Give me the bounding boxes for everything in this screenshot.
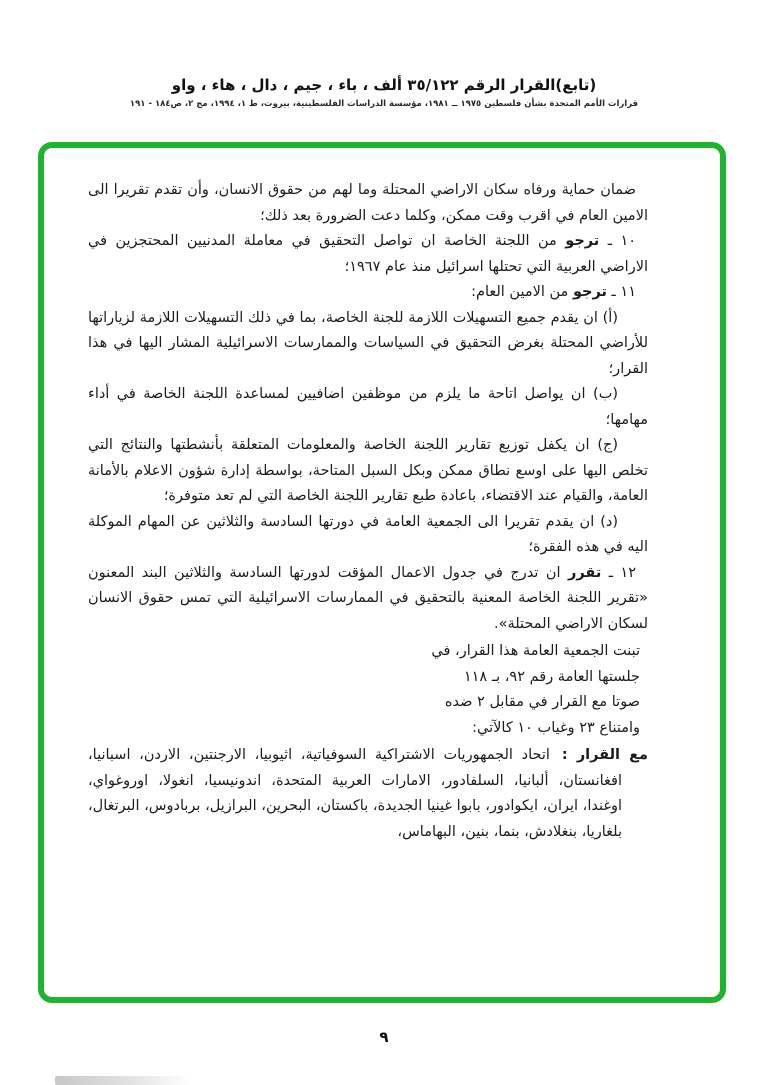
vote-note: [88, 639, 648, 741]
paragraph-text: (ج) ان يكفل توزيع تقارير اللجنة الخاصة والمعلومات المتعلقة بأنشطتها والنتائج التي تخلص اليها على اوسع نطاق ممكن وبكل السبل المتاحة، بواسطة إدارة شؤون الاعلام بالأمانة العامة، والقيام عند الاقتضاء، باعادة طبع تقارير اللجنة الخاصة التي لم تعد متوفرة؛: [88, 437, 648, 504]
vote-note-line: وامتناع ٢٣ وغياب ١٠ كالآتي:: [472, 719, 640, 736]
item-number: ١٠ ـ: [599, 233, 637, 249]
paragraph-item-11: [88, 280, 648, 306]
item-verb: ترجو: [572, 284, 607, 300]
paragraph-text: (د) ان يقدم تقريرا الى الجمعية العامة في دورتها السادسة والثلاثين عن المهام الموكلة اليه في هذه الفقرة؛: [88, 513, 648, 555]
source-citation: قرارات الأمم المتحدة بشأن فلسطين ١٩٧٥ ــ ١٩٨١، مؤسسة الدراسات الفلسطينية، بيروت، ط ١، ١٩٩٤، مج ٢، ص١٨٤ - ١٩١: [129, 99, 639, 109]
item-number: ١١ ـ: [606, 284, 636, 300]
paragraph-item-10: [88, 229, 648, 280]
paragraph-text: (ب) ان يواصل اتاحة ما يلزم من موظفين اضافيين لمساعدة اللجنة الخاصة في أداء مهامها؛: [88, 386, 648, 428]
document-body: [44, 148, 720, 997]
vote-note-line: صوتا مع القرار في مقابل ٢ ضده: [444, 694, 640, 710]
vote-with-label: مع القرار :: [561, 747, 649, 763]
paragraph-text: ان تدرج في جدول الاعمال المؤقت لدورتها السادسة والثلاثين البند المعنون «تقرير اللجنة الخاصة المعنية بالتحقيق في الممارسات الاسرائيلية التي تمس حقوق الانسان لسكان الاراضي المحتلة».: [88, 564, 648, 632]
item-number: ١٢ ـ: [601, 564, 636, 581]
paragraph-item-12: [88, 561, 648, 638]
highlight-border: [38, 142, 726, 1003]
paragraph-text: من اللجنة الخاصة ان تواصل التحقيق في معاملة المدنيين المحتجزين في الاراضي العربية التي تحتلها اسرائيل منذ عام ١٩٦٧؛: [88, 233, 648, 275]
item-verb: تقرر: [568, 564, 602, 581]
page-number: ٩: [379, 1028, 389, 1046]
scan-artifact: [55, 1076, 190, 1085]
countries-text: اتحاد الجمهوريات الاشتراكية السوفياتية، اثيوبيا، الارجنتين، الاردن، اسبانيا، افغانستان، ألبانيا، السلفادور، الامارات العربية المتحدة، اندونيسيا، انغولا، اوروغواي، اوغندا، ايران، ايكوادور، بابوا غينيا الجديدة، باكستان، البحرين، البرازيل، بربادوس، البرتغال، بلغاريا، بنغلادش، بنما، بنين، البهاماس،: [88, 747, 622, 840]
vote-note-line: جلستها العامة رقم ٩٢، بـ ١١٨: [463, 668, 640, 685]
paragraph-subitem-c: [88, 433, 648, 510]
paragraph-text: (أ) ان يقدم جميع التسهيلات اللازمة للجنة الخاصة، بما في ذلك التسهيلات اللازمة لزياراتها للأراضي المحتلة بغرض التحقيق في السياسات والممارسات الاسرائيلية المشار اليها في هذا القرار؛: [88, 309, 648, 377]
page-header: [0, 76, 768, 109]
countries-list: [88, 743, 648, 845]
paragraph-text: من الامين العام:: [471, 284, 573, 300]
paragraph-subitem-b: [88, 382, 648, 433]
paragraph-text: ضمان حماية ورفاه سكان الاراضي المحتلة وما لهم من حقوق الانسان، وأن تقدم تقريرا الى الامين العام في اقرب وقت ممكن، وكلما دعت الضرورة بعد ذلك؛: [88, 182, 648, 224]
item-verb: ترجو: [565, 233, 600, 249]
vote-note-line: تبنت الجمعية العامة هذا القرار، في: [431, 643, 640, 659]
document-title: (تابع)القرار الرقم ٣٥/١٢٢ ألف ، باء ، جيم ، دال ، هاء ، واو: [171, 76, 597, 94]
paragraph-continuation: [88, 178, 648, 229]
paragraph-subitem-d: [88, 510, 648, 561]
paragraph-subitem-a: [88, 306, 648, 383]
